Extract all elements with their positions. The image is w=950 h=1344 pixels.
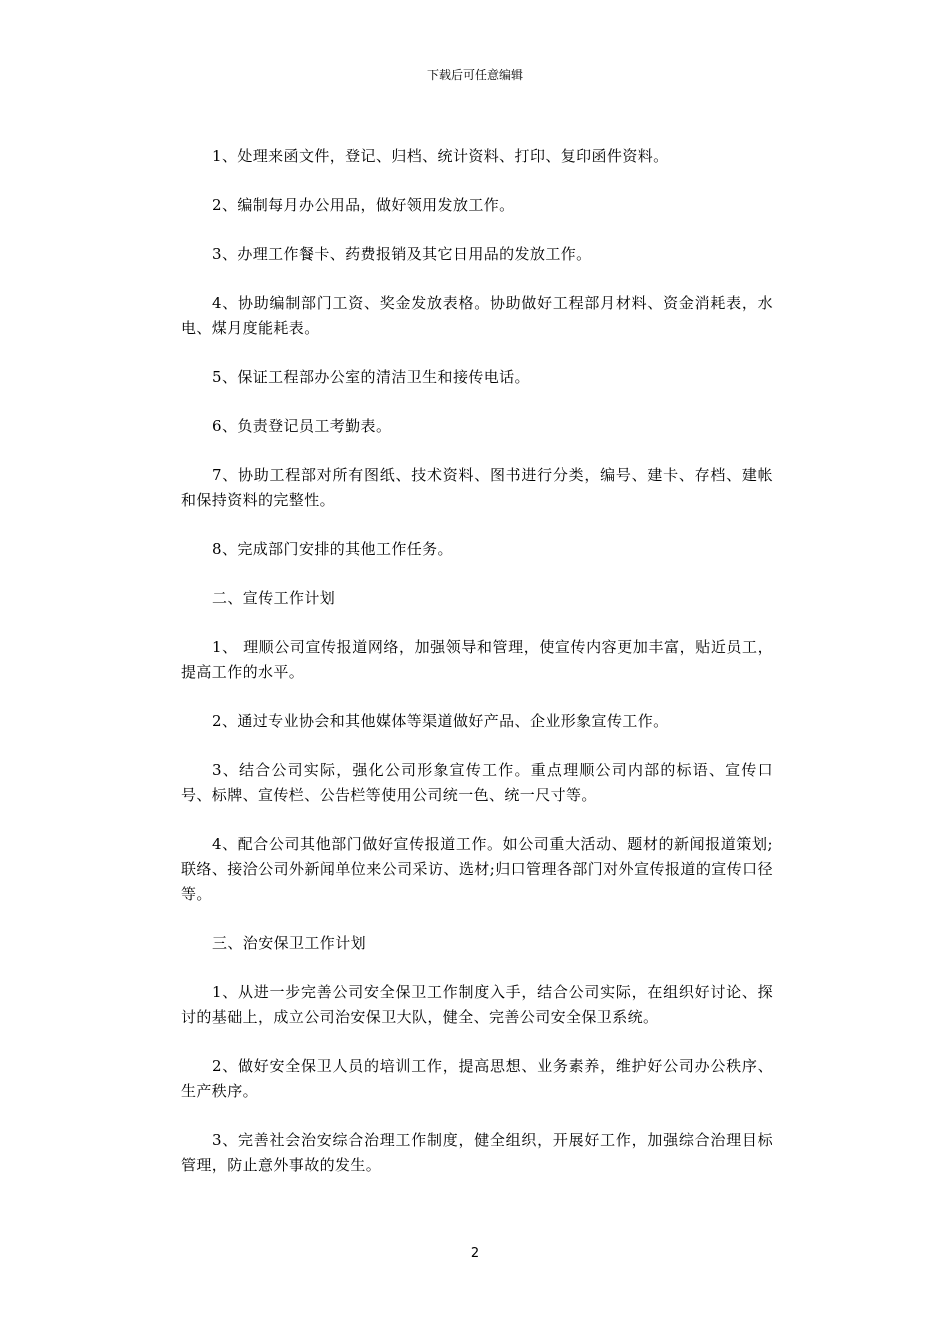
paragraph: 3、办理工作餐卡、药费报销及其它日用品的发放工作。 xyxy=(212,245,592,263)
paragraph: 8、完成部门安排的其他工作任务。 xyxy=(212,540,453,558)
paragraph: 2、编制每月办公用品，做好领用发放工作。 xyxy=(212,196,515,214)
paragraph: 1、 理顺公司宣传报道网络，加强领导和管理，使宣传内容更加丰富，贴近员工，提高工作的水平。 xyxy=(181,638,773,681)
paragraph: 1、从进一步完善公司安全保卫工作制度入手，结合公司实际，在组织好讨论、探讨的基础上，成立公司治安保卫大队，健全、完善公司安全保卫系统。 xyxy=(181,983,773,1026)
paragraph: 1、处理来函文件，登记、归档、统计资料、打印、复印函件资料。 xyxy=(212,147,669,165)
paragraph: 4、配合公司其他部门做好宣传报道工作。如公司重大活动、题材的新闻报道策划;联络、接洽公司外新闻单位来公司采访、选材;归口管理各部门对外宣传报道的宣传口径等。 xyxy=(181,835,773,903)
section-heading: 三、治安保卫工作计划 xyxy=(212,934,367,952)
paragraph: 3、结合公司实际，强化公司形象宣传工作。重点理顺公司内部的标语、宣传口号、标牌、宣传栏、公告栏等使用公司统一色、统一尺寸等。 xyxy=(181,761,773,804)
paragraph: 2、做好安全保卫人员的培训工作，提高思想、业务素养，维护好公司办公秩序、生产秩序。 xyxy=(181,1057,773,1100)
paragraph: 5、保证工程部办公室的清洁卫生和接传电话。 xyxy=(212,368,530,386)
section-heading: 二、宣传工作计划 xyxy=(212,589,336,607)
document-body xyxy=(181,144,773,1202)
paragraph: 6、负责登记员工考勤表。 xyxy=(212,417,392,435)
paragraph: 7、协助工程部对所有图纸、技术资料、图书进行分类，编号、建卡、存档、建帐和保持资料的完整性。 xyxy=(181,466,773,509)
page-header: 下载后可任意编辑 xyxy=(426,68,523,82)
paragraph: 4、协助编制部门工资、奖金发放表格。协助做好工程部月材料、资金消耗表，水电、煤月度能耗表。 xyxy=(181,294,773,337)
page-number: 2 xyxy=(470,1246,480,1261)
paragraph: 2、通过专业协会和其他媒体等渠道做好产品、企业形象宣传工作。 xyxy=(212,712,669,730)
paragraph: 3、完善社会治安综合治理工作制度，健全组织，开展好工作，加强综合治理目标管理，防止意外事故的发生。 xyxy=(181,1131,773,1174)
